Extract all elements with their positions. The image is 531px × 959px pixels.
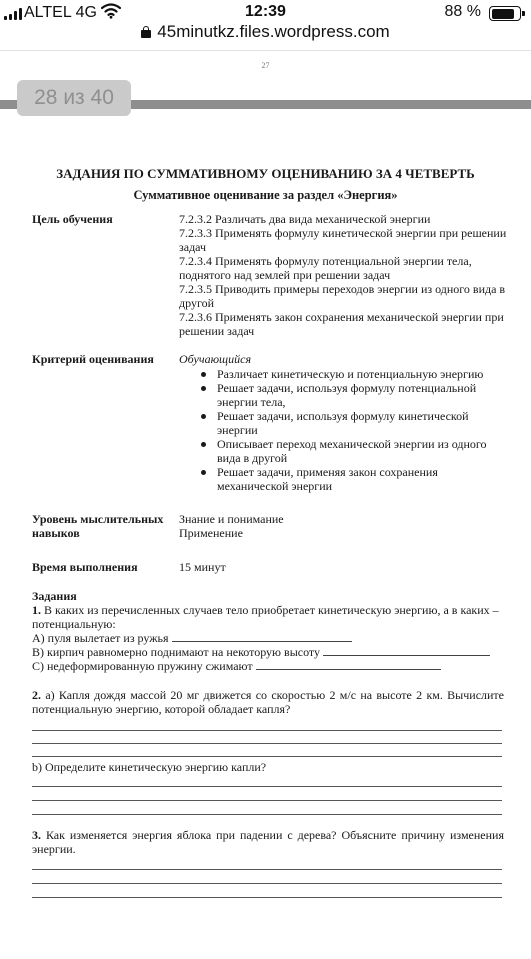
- criteria-label: Критерий оценивания: [32, 352, 154, 366]
- goal-item: 7.2.3.6 Применять закон сохранения механической энергии при решении задач: [179, 310, 504, 338]
- answer-line[interactable]: [32, 883, 502, 884]
- answer-line[interactable]: [32, 800, 502, 801]
- level-list: [179, 512, 509, 540]
- goal-item: 7.2.3.4 Применять формулу потенциальной энергии тела, поднятого над землей при решении задач: [179, 254, 472, 282]
- clock: 12:39: [245, 3, 286, 20]
- battery-percentage: 88 %: [444, 3, 481, 20]
- time-value: 15 минут: [179, 560, 226, 574]
- level-item: Применение: [179, 526, 243, 540]
- task-2a-question: 2. а) Капля дождя массой 20 мг движется со скоростью 2 м/с на высоте 2 км. Вычислите потенциальную энергию, которой обладает капля?: [32, 688, 505, 716]
- tasks-heading: Задания: [32, 589, 77, 603]
- document-subtitle: Суммативное оценивание за раздел «Энергия»: [133, 188, 398, 202]
- answer-line[interactable]: [32, 756, 502, 757]
- goal-list: [179, 212, 507, 338]
- page-counter-badge: 28 из 40: [17, 80, 131, 116]
- previous-page-number: 27: [261, 61, 270, 70]
- task-1-item-b: В) кирпич равномерно поднимают на некоторую высоту: [32, 645, 504, 659]
- criteria-item: Описывает переход механической энергии из одного вида в другой: [201, 437, 491, 465]
- criteria-item: Решает задачи, используя формулу потенциальной энергии тела,: [201, 381, 491, 409]
- goal-item: 7.2.3.3 Применять формулу кинетической энергии при решении задач: [179, 226, 507, 254]
- task-1-item-c: С) недеформированную пружину сжимают: [32, 659, 504, 673]
- criteria-block: [179, 352, 509, 493]
- answer-blank[interactable]: [172, 632, 352, 642]
- answer-blank[interactable]: [323, 646, 490, 656]
- task-2b-question: b) Определите кинетическую энергию капли?: [32, 760, 267, 774]
- goal-label: Цель обучения: [32, 212, 113, 226]
- task-3-question: 3. Как изменяется энергия яблока при падении с дерева? Объясните причину изменения энергии.: [32, 828, 504, 856]
- answer-blank[interactable]: [256, 660, 441, 670]
- criteria-intro: Обучающийся: [179, 352, 252, 366]
- document-title: ЗАДАНИЯ ПО СУММАТИВНОМУ ОЦЕНИВАНИЮ ЗА 4 ЧЕТВЕРТЬ: [56, 166, 475, 181]
- criteria-item: Решает задачи, используя формулу кинетической энергии: [201, 409, 491, 437]
- tasks-section: [32, 589, 504, 673]
- criteria-item: Различает кинетическую и потенциальную энергию: [201, 367, 491, 381]
- answer-line[interactable]: [32, 730, 502, 731]
- task-1-item-a: А) пуля вылетает из ружья: [32, 631, 504, 645]
- criteria-item: Решает задачи, применяя закон сохранения механической энергии: [201, 465, 491, 493]
- level-item: Знание и понимание: [179, 512, 284, 526]
- answer-line[interactable]: [32, 897, 502, 898]
- answer-line[interactable]: [32, 814, 502, 815]
- time-label: Время выполнения: [32, 560, 138, 574]
- criteria-list: [201, 367, 509, 493]
- answer-line[interactable]: [32, 786, 502, 787]
- answer-line[interactable]: [32, 869, 502, 870]
- carrier-label: ALTEL 4G: [24, 4, 97, 21]
- task-1-question: 1. В каких из перечисленных случаев тело приобретает кинетическую энергию, а в каких – потенциальную:: [32, 603, 499, 631]
- goal-item: 7.2.3.5 Приводить примеры переходов энергии из одного вида в другой: [179, 282, 506, 310]
- url-text: 45minutkz.files.wordpress.com: [157, 22, 390, 41]
- level-label: Уровень мыслительных навыков: [32, 512, 164, 540]
- answer-line[interactable]: [32, 743, 502, 744]
- goal-item: 7.2.3.2 Различать два вида механической энергии: [179, 212, 431, 226]
